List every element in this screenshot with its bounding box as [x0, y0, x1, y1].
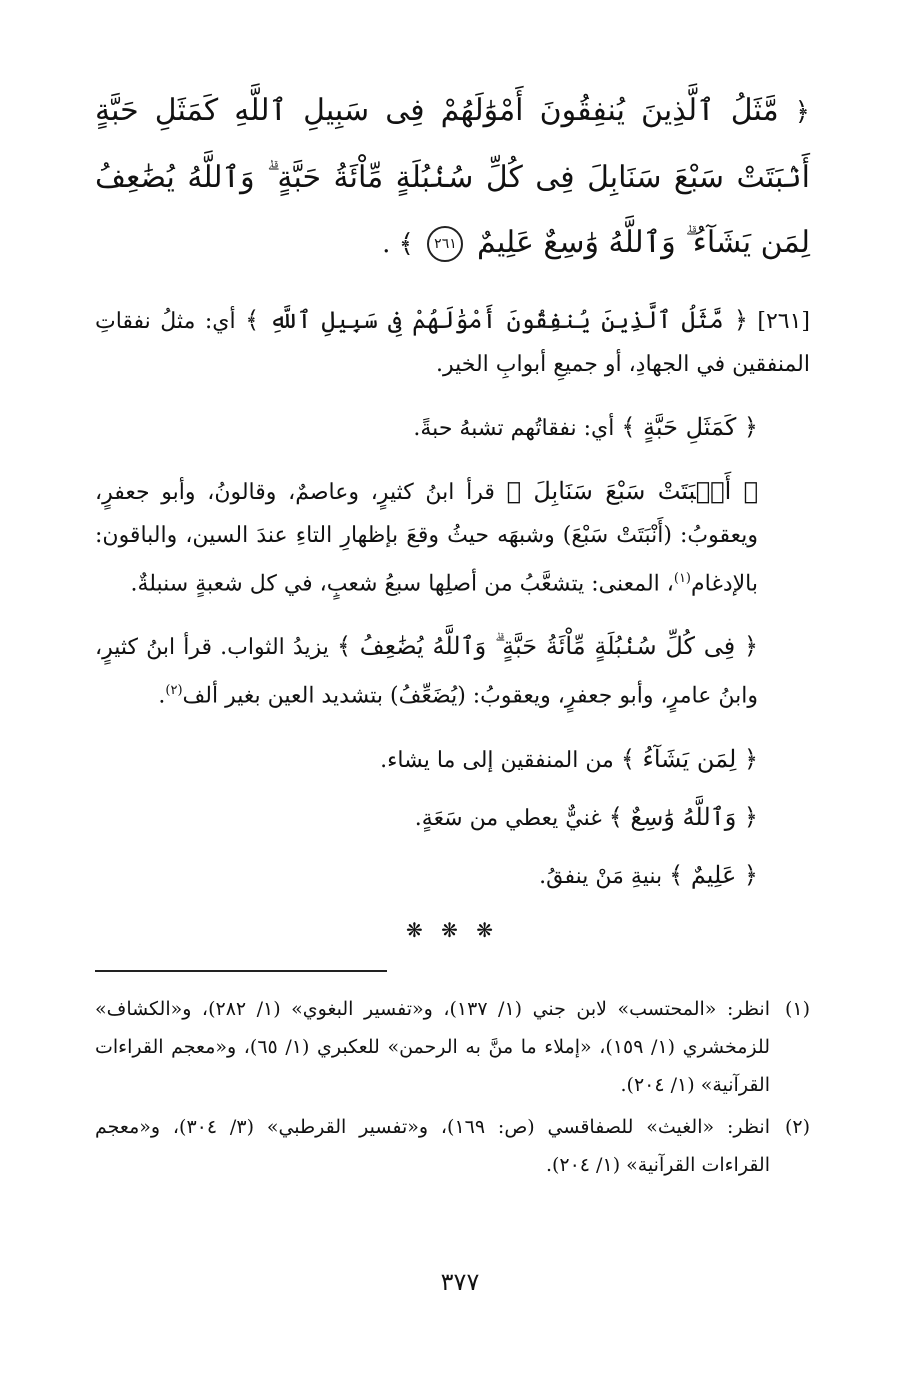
quran-verse — [95, 78, 810, 277]
footnote — [95, 990, 810, 1104]
commentary-text: ، المعنى: يتشعَّبُ من أصلِها سبعُ شعبٍ، في كل شعبةٍ سنبلةٌ. — [130, 571, 674, 597]
commentary-paragraph — [95, 854, 810, 898]
quoted-verse: ﴿ عَلِيمٌ ﴾ — [669, 860, 758, 889]
commentary-text: من المنفقين إلى ما يشاء. — [380, 747, 614, 773]
commentary-text: يزيدُ الثواب. قرأ ابنُ كثيرٍ، وابنُ عامرٍ، وأبو جعفرٍ، ويعقوبُ: (يُضَعِّفُ) بتشديد العين بغير ألف — [95, 635, 758, 709]
verse-reference: [٢٦١] — [757, 309, 811, 334]
footnote-divider — [95, 970, 387, 972]
page-body — [95, 78, 810, 1188]
commentary-paragraph — [95, 738, 810, 782]
commentary-text: أي: مثلُ نفقاتِ المنفقين في الجهادِ، أو جميعِ أبوابِ الخير. — [95, 309, 810, 377]
commentary-paragraph — [95, 625, 810, 717]
commentary-paragraph — [95, 406, 810, 450]
commentary-text: . — [158, 683, 166, 709]
commentary-text: بنيةِ مَنْ ينفقُ. — [539, 863, 663, 889]
quoted-verse: ﴿ كَمَثَلِ حَبَّةٍ ﴾ — [621, 413, 758, 441]
page-number: ٣٧٧ — [440, 1268, 480, 1296]
commentary-text: غنيٌّ يعطي من سَعَةٍ. — [414, 805, 602, 831]
quoted-verse: ﴿ لِمَن يَشَآءُ ﴾ — [620, 744, 758, 773]
verse-close-bracket: ﴾ . — [382, 229, 414, 259]
commentary-paragraph — [95, 299, 810, 386]
commentary-paragraph — [95, 470, 810, 605]
footnote-text: انظر: «المحتسب» لابن جني (١/ ١٣٧)، و«تفسير البغوي» (١/ ٢٨٢)، و«الكشاف» للزمخشري (١/ ١٥٩)، «إملاء ما منَّ به الرحمن» للعكبري (١/ ٦٥)، و«معجم القراءات القرآنية» (١/ ٢٠٤). — [95, 997, 770, 1096]
commentary-text: قرأ ابنُ كثيرٍ، وعاصمٌ، وقالونُ، وأبو جعفرٍ، ويعقوبُ: (أَنْبَتَتْ سَبْعَ) وشبهَه حيثُ وقعَ بإظهارِ التاءِ عندَ السين، والباقون: بالإدغام — [95, 480, 758, 597]
section-separator: ❋ ❋ ❋ — [406, 917, 499, 942]
verse-open-bracket: ﴿ — [794, 97, 810, 127]
commentary-paragraph — [95, 796, 810, 840]
quoted-verse: ﴿ وَٱللَّهُ وَٰسِعٌ ﴾ — [608, 802, 758, 831]
footnote-number: (١) — [784, 997, 810, 1020]
quoted-verse: ﴿ أَنۢبَتَتْ سَبْعَ سَنَابِلَ ﴾ — [506, 477, 758, 505]
footnote — [95, 1108, 810, 1184]
footnote-marker: (١) — [673, 571, 691, 586]
footnote-marker: (٢) — [165, 683, 183, 699]
verse-text: مَّثَلُ ٱلَّذِينَ يُنفِقُونَ أَمْوَٰلَهُمْ فِى سَبِيلِ ٱللَّهِ كَمَثَلِ حَبَّةٍ أَنۢبَتَتْ سَبْعَ سَنَابِلَ فِى كُلِّ سُنۢبُلَةٍ مِّاْئَةُ حَبَّةٍ ۗ وَٱللَّهُ يُضَٰعِفُ لِمَن يَشَآءُ ۗ وَٱللَّهُ وَٰسِعٌ عَلِيمٌ — [95, 93, 810, 260]
quoted-verse: ﴿ فِى كُلِّ سُنۢبُلَةٍ مِّاْئَةُ حَبَّةٍ ۗ وَٱللَّهُ يُضَٰعِفُ ﴾ — [336, 632, 759, 661]
footnote-text: انظر: «الغيث» للصفاقسي (ص: ١٦٩)، و«تفسير القرطبي» (٣/ ٣٠٤)، و«معجم القراءات القرآنية» (١/ ٢٠٤). — [95, 1115, 770, 1176]
verse-number-badge: ٢٦١ — [427, 226, 463, 262]
commentary-text: أي: نفقاتُهم تشبهُ حبةً. — [413, 416, 615, 441]
quoted-verse: ﴿ مَّثَلُ ٱلَّذِينَ يُنفِقُونَ أَمْوَٰلَهُمْ فِى سَبِيلِ ٱللَّهِ ﴾ — [245, 306, 748, 334]
footnote-number: (٢) — [784, 1115, 810, 1138]
